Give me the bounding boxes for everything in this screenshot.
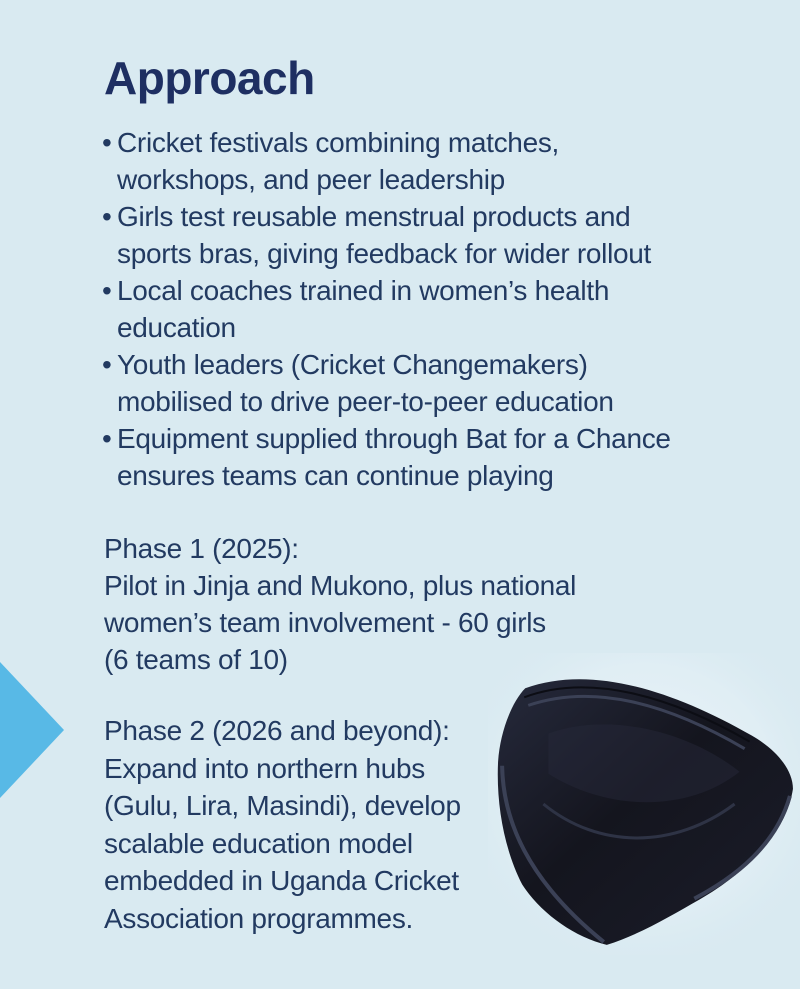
bullet-glyph: • xyxy=(102,349,112,380)
list-item xyxy=(104,420,671,494)
bullet-glyph: • xyxy=(102,423,112,454)
phase2-line: (Gulu, Lira, Masindi), develop xyxy=(104,790,461,821)
list-item xyxy=(104,124,671,198)
list-item xyxy=(104,346,671,420)
approach-bullet-list xyxy=(104,124,671,494)
list-item xyxy=(104,272,671,346)
bullet-glyph: • xyxy=(102,275,112,306)
bullet-text-line: education xyxy=(117,312,236,343)
bullet-text-line: Local coaches trained in women’s health xyxy=(117,275,610,306)
bullet-glyph: • xyxy=(102,127,112,158)
phase2-line: Expand into northern hubs xyxy=(104,752,425,784)
bullet-text-line: ensures teams can continue playing xyxy=(117,460,554,491)
page-title: Approach xyxy=(104,52,315,104)
list-item xyxy=(104,198,671,272)
phase2-line: Association programmes. xyxy=(104,902,414,934)
phase1-line: Pilot in Jinja and Mukono, plus national xyxy=(104,570,577,601)
phase2-paragraph xyxy=(104,712,461,937)
bullet-text-line: workshops, and peer leadership xyxy=(117,164,505,195)
bullet-text-line: Cricket festivals combining matches, xyxy=(117,127,560,158)
period-underwear-illustration xyxy=(488,653,800,955)
phase2-line: embedded in Uganda Cricket xyxy=(104,865,459,896)
bullet-text-line: Equipment supplied through Bat for a Chance xyxy=(117,423,671,454)
phase1-line: women’s team involvement - 60 girls xyxy=(104,607,546,638)
bullet-text-line: Youth leaders (Cricket Changemakers) xyxy=(117,349,588,380)
period-underwear-image xyxy=(488,653,800,955)
phase1-line: Phase 1 (2025): xyxy=(104,533,299,564)
bottom-bar xyxy=(0,989,800,1000)
bullet-text-line: sports bras, giving feedback for wider rollout xyxy=(117,238,652,269)
arrow-icon xyxy=(0,662,64,798)
phase2-line: scalable education model xyxy=(104,827,413,859)
bullet-text-line: Girls test reusable menstrual products and xyxy=(117,201,631,232)
phase1-line: (6 teams of 10) xyxy=(104,644,288,675)
bullet-glyph: • xyxy=(102,201,112,232)
phase2-line: Phase 2 (2026 and beyond): xyxy=(104,715,450,746)
bullet-text-line: mobilised to drive peer-to-peer education xyxy=(117,386,614,417)
